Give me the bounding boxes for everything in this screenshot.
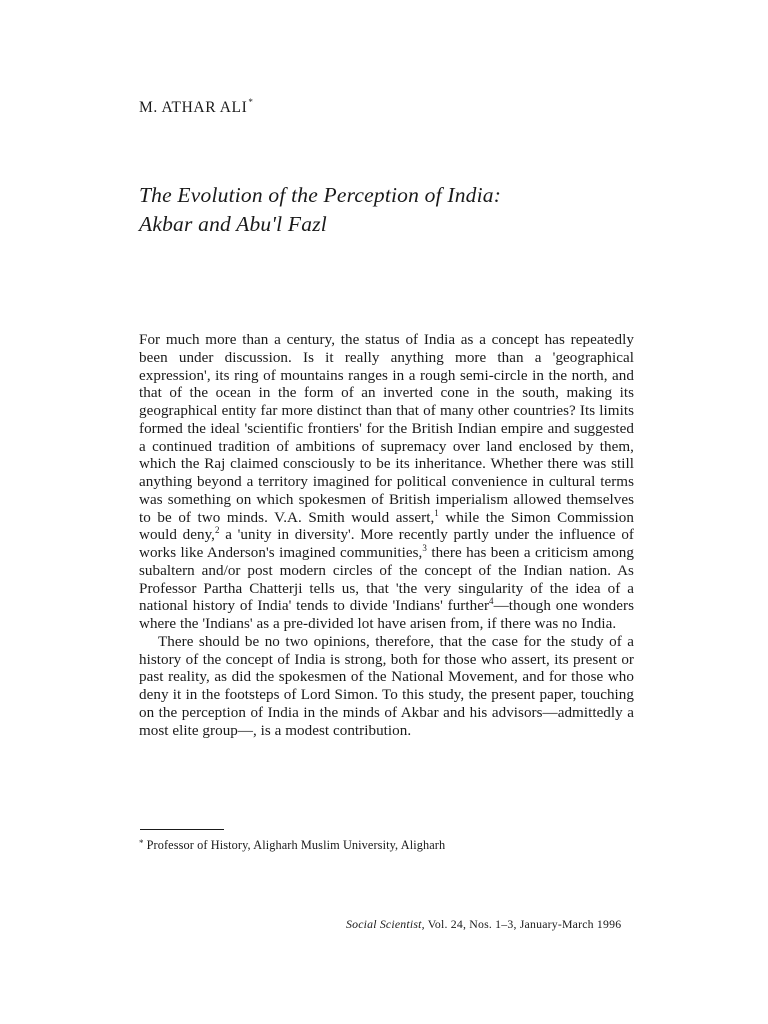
article-body — [139, 332, 634, 740]
body-paragraph-1-part-1: For much more than a century, the status of India as a concept has repeatedly been under discussion. Is it really anything more than a 'geographical expression', its ring of mountains ranges in a rough semi-circle in the north, and that of the ocean in the form of an inverted cone in the south, making its geographical entity far more distinct than that of many other countries? Its limits formed the ideal 'scientific frontiers' for the British Indian empire and suggested a continued tradition of ambitions of supremacy over land enclosed by them, which the Raj claimed consciously to be its inheritance. Whether there was still anything beyond a territory imagined for political convenience in cultural terms was something on which spokesmen of British imperialism allowed themselves to be of two minds. V.A. Smith would assert, — [139, 332, 634, 526]
footnote — [139, 838, 445, 853]
footnote-marker: * — [139, 838, 144, 848]
body-paragraph-1-part-2: while the Simon Commission would deny, — [139, 509, 634, 544]
body-paragraph-1-part-3: a 'unity in diversity'. More recently partly under the influence of works like Anderson's imagined communities, — [139, 527, 634, 561]
footnote-ref-4: 4 — [489, 596, 494, 607]
footnote-text: Professor of History, Aligharh Muslim University, Aligharh — [146, 838, 446, 852]
author-name-heading — [139, 99, 254, 117]
journal-issue-details: Vol. 24, Nos. 1–3, January-March 1996 — [424, 917, 622, 931]
footnote-ref-3: 3 — [422, 542, 427, 553]
body-paragraph-1-part-4: there has been a criticism among subaltern and/or post modern circles of the concept of the Indian nation. As Professor Partha Chatterji tells us, that 'the very singularity of the idea of a national history of India' tends to divide 'Indians' further — [139, 545, 634, 615]
author-footnote-marker: * — [248, 97, 254, 107]
body-paragraph-1 — [139, 332, 634, 634]
footnote-divider — [140, 829, 224, 830]
article-title — [139, 181, 501, 239]
body-paragraph-2: There should be no two opinions, therefore, that the case for the study of a history of the concept of India is strong, both for those who assert, its present or past reality, as did the spokesmen of the National Movement, and for those who deny it in the footsteps of Lord Simon. To this study, the present paper, touching on the perception of India in the minds of Akbar and his advisors—admittedly a most elite group—, is a modest contribution. — [139, 633, 634, 739]
footnote-ref-2: 2 — [215, 525, 220, 536]
journal-name: Social Scientist, — [346, 917, 425, 931]
article-title-line-1: The Evolution of the Perception of India: — [139, 183, 502, 207]
article-title-line-2: Akbar and Abu'l Fazl — [139, 212, 327, 236]
footnote-ref-1: 1 — [434, 507, 439, 518]
body-paragraph-1-part-5: —though one wonders where the 'Indians' as a pre-divided lot have arisen from, if there was no India. — [139, 598, 634, 632]
author-name: M. ATHAR ALI — [139, 99, 248, 116]
journal-citation — [346, 917, 621, 932]
